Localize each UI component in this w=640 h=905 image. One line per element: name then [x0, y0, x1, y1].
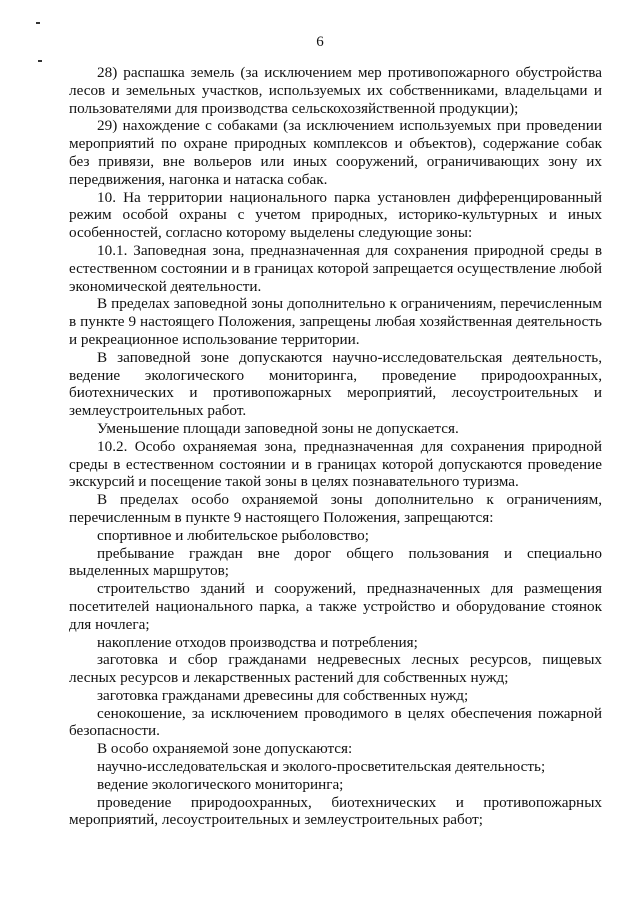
paragraph: В особо охраняемой зоне допускаются:	[97, 740, 353, 758]
paragraph: Уменьшение площади заповедной зоны не допускается.	[97, 419, 459, 437]
scan-artifact	[36, 22, 40, 24]
paragraph: В пределах заповедной зоны дополнительно к ограничениям, перечисленным в пункте 9 настоящего Положения, запрещены любая хозяйственная деятельность и рекреационное использование территории.	[69, 295, 602, 348]
paragraph: 10.1. Заповедная зона, предназначенная для сохранения природной среды в естественном состоянии и в границах которой запрещается осуществление любой экономической деятельности.	[69, 241, 602, 295]
paragraph: спортивное и любительское рыболовство;	[97, 526, 369, 544]
page-number: 6	[316, 34, 324, 50]
paragraph: ведение экологического мониторинга;	[97, 775, 344, 793]
paragraph: заготовка и сбор гражданами недревесных лесных ресурсов, пищевых лесных ресурсов и лекарственных растений для собственных нужд;	[69, 651, 602, 687]
paragraph: 10.2. Особо охраняемая зона, предназначенная для сохранения природной среды в естественном состоянии и в границах которой допускаются проведение экскурсий и посещение такой зоны в целях познавательного туризма.	[69, 437, 602, 491]
paragraph: В пределах особо охраняемой зоны дополнительно к ограничениям, перечисленным в пункте 9 настоящего Положения, запрещаются:	[69, 491, 602, 526]
paragraph: строительство зданий и сооружений, предназначенных для размещения посетителей национального парка, а также устройство и оборудование стоянок для ночлега;	[69, 580, 602, 633]
paragraph: заготовка гражданами древесины для собственных нужд;	[97, 686, 469, 704]
paragraph: сенокошение, за исключением проводимого в целях обеспечения пожарной безопасности.	[69, 704, 602, 740]
paragraph: 10. На территории национального парка установлен дифференцированный режим особой охраны с учетом природных, историко-культурных и иных особенностей, согласно которому выделены следующие зоны:	[69, 188, 602, 242]
paragraph: В заповедной зоне допускаются научно-исследовательская деятельность, ведение экологического мониторинга, проведение природоохранных, биотехнических и противопожарных мероприятий, лесоустроительных и землеустроительных работ.	[69, 348, 602, 420]
paragraph: научно-исследовательская и эколого-просветительская деятельность;	[97, 758, 546, 776]
paragraph: накопление отходов производства и потребления;	[97, 633, 418, 651]
scan-artifact	[38, 60, 42, 62]
document-body	[69, 64, 602, 829]
paragraph: пребывание граждан вне дорог общего пользования и специально выделенных маршрутов;	[69, 544, 602, 580]
paragraph: 29) нахождение с собаками (за исключением используемых при проведении мероприятий по охране природных комплексов и объектов), содержание собак без привязи, вне вольеров или иных сооружений, ограничивающих зону их передвижения, нагонка и натаска собак.	[69, 117, 602, 188]
paragraph: 28) распашка земель (за исключением мер противопожарного обустройства лесов и земельных участков, используемых их собственниками, владельцами и пользователями для производства сельскохозяйственной продукции);	[69, 64, 602, 117]
paragraph: проведение природоохранных, биотехнических и противопожарных мероприятий, лесоустроительных и землеустроительных работ;	[69, 793, 602, 829]
